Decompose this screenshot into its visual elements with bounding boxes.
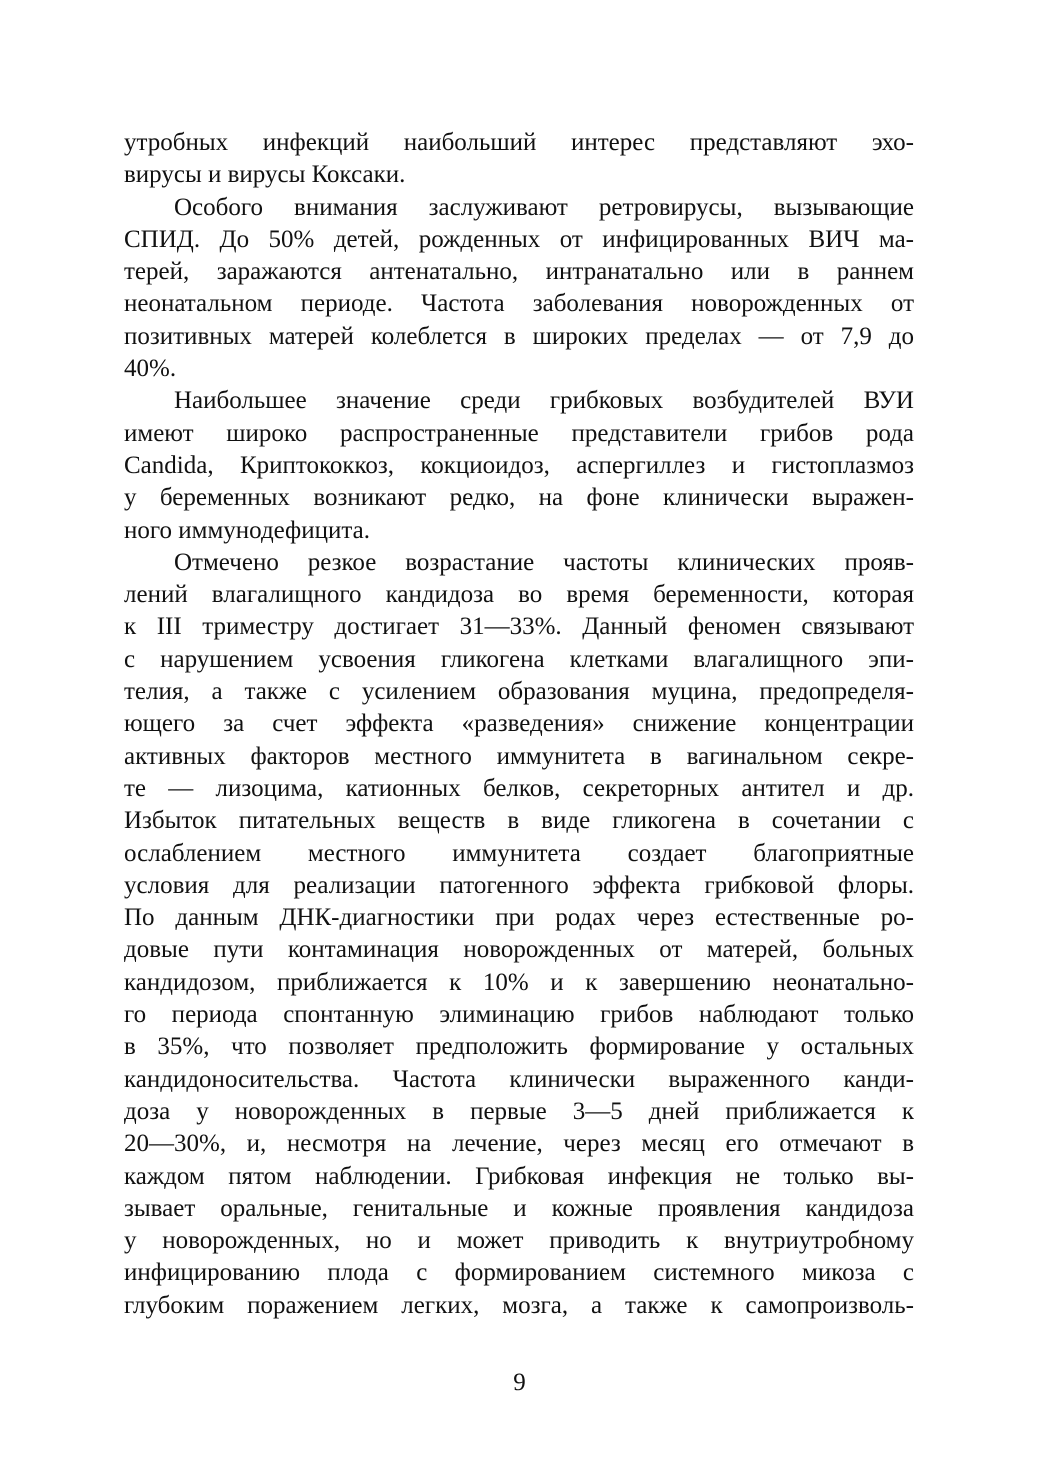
text-line: Candida, Криптококкоз, кокциоидоз, аспергиллез и гистоплазмоз (124, 451, 914, 479)
text-line: к III триместру достигает 31—33%. Данный феномен связывают (124, 613, 914, 641)
text-line: Отмечено резкое возрастание частоты клинических прояв- (174, 548, 914, 576)
text-line: вирусы и вирусы Коксаки. (124, 161, 406, 189)
paragraph-1 (124, 127, 914, 192)
text-line: ослаблением местного иммунитета создает благоприятные (124, 839, 914, 867)
text-line: условия для реализации патогенного эффекта грибковой флоры. (124, 871, 914, 899)
text-line: ющего за счет эффекта «разведения» снижение концентрации (124, 710, 914, 738)
text-line: кандидоносительства. Частота клинически выраженного канди- (124, 1065, 914, 1093)
page-body (124, 127, 914, 1322)
text-line: активных факторов местного иммунитета в вагинальном секре- (124, 742, 914, 770)
text-line: имеют широко распространенные представители грибов рода (124, 419, 914, 447)
text-line: те — лизоцима, катионных белков, секреторных антител и др. (124, 774, 914, 802)
text-line: с нарушением усвоения гликогена клетками влагалищного эпи- (124, 645, 914, 673)
text-line: терей, заражаются антенатально, интранатально или в раннем (124, 258, 914, 286)
text-line: каждом пятом наблюдении. Грибковая инфекция не только вы- (124, 1162, 914, 1190)
text-line: кандидозом, приближается к 10% и к завершению неонатально- (124, 968, 914, 996)
text-line: По данным ДНК-диагностики при родах через естественные ро- (124, 904, 914, 932)
text-line: го периода спонтанную элиминацию грибов наблюдают только (124, 1001, 914, 1029)
text-line: зывает оральные, генитальные и кожные проявления кандидоза (124, 1194, 914, 1222)
paragraph-4 (124, 547, 914, 1322)
text-line: в 35%, что позволяет предположить формирование у остальных (124, 1033, 914, 1061)
text-line: ного иммунодефицита. (124, 516, 370, 544)
text-line: у беременных возникают редко, на фоне клинически выражен- (124, 484, 914, 512)
text-line: глубоким поражением легких, мозга, а также к самопроизволь- (124, 1291, 914, 1319)
text-line: 20—30%, и, несмотря на лечение, через месяц его отмечают в (124, 1130, 914, 1158)
text-line: телия, а также с усилением образования муцина, предопределя- (124, 678, 914, 706)
text-line: Особого внимания заслуживают ретровирусы, вызывающие (174, 193, 914, 221)
page-number: 9 (513, 1369, 526, 1396)
text-line: инфицированию плода с формированием системного микоза с (124, 1259, 914, 1287)
text-line: СПИД. До 50% детей, рожденных от инфицированных ВИЧ ма- (124, 225, 914, 253)
paragraph-2 (124, 192, 914, 386)
text-line: Наибольшее значение среди грибковых возбудителей ВУИ (174, 387, 914, 415)
text-line: 40%. (124, 355, 177, 383)
paragraph-3 (124, 385, 914, 546)
text-line: у новорожденных, но и может приводить к внутриутробному (124, 1227, 914, 1255)
text-line: позитивных матерей колеблется в широких пределах — от 7,9 до (124, 322, 914, 350)
text-line: неонатальном периоде. Частота заболевания новорожденных от (124, 290, 914, 318)
text-line: Избыток питательных веществ в виде гликогена в сочетании с (124, 807, 914, 835)
text-line: доза у новорожденных в первые 3—5 дней приближается к (124, 1097, 914, 1125)
text-line: лений влагалищного кандидоза во время беременности, которая (124, 581, 914, 609)
text-line: утробных инфекций наибольший интерес представляют эхо- (124, 129, 914, 156)
text-line: довые пути контаминация новорожденных от матерей, больных (124, 936, 914, 964)
